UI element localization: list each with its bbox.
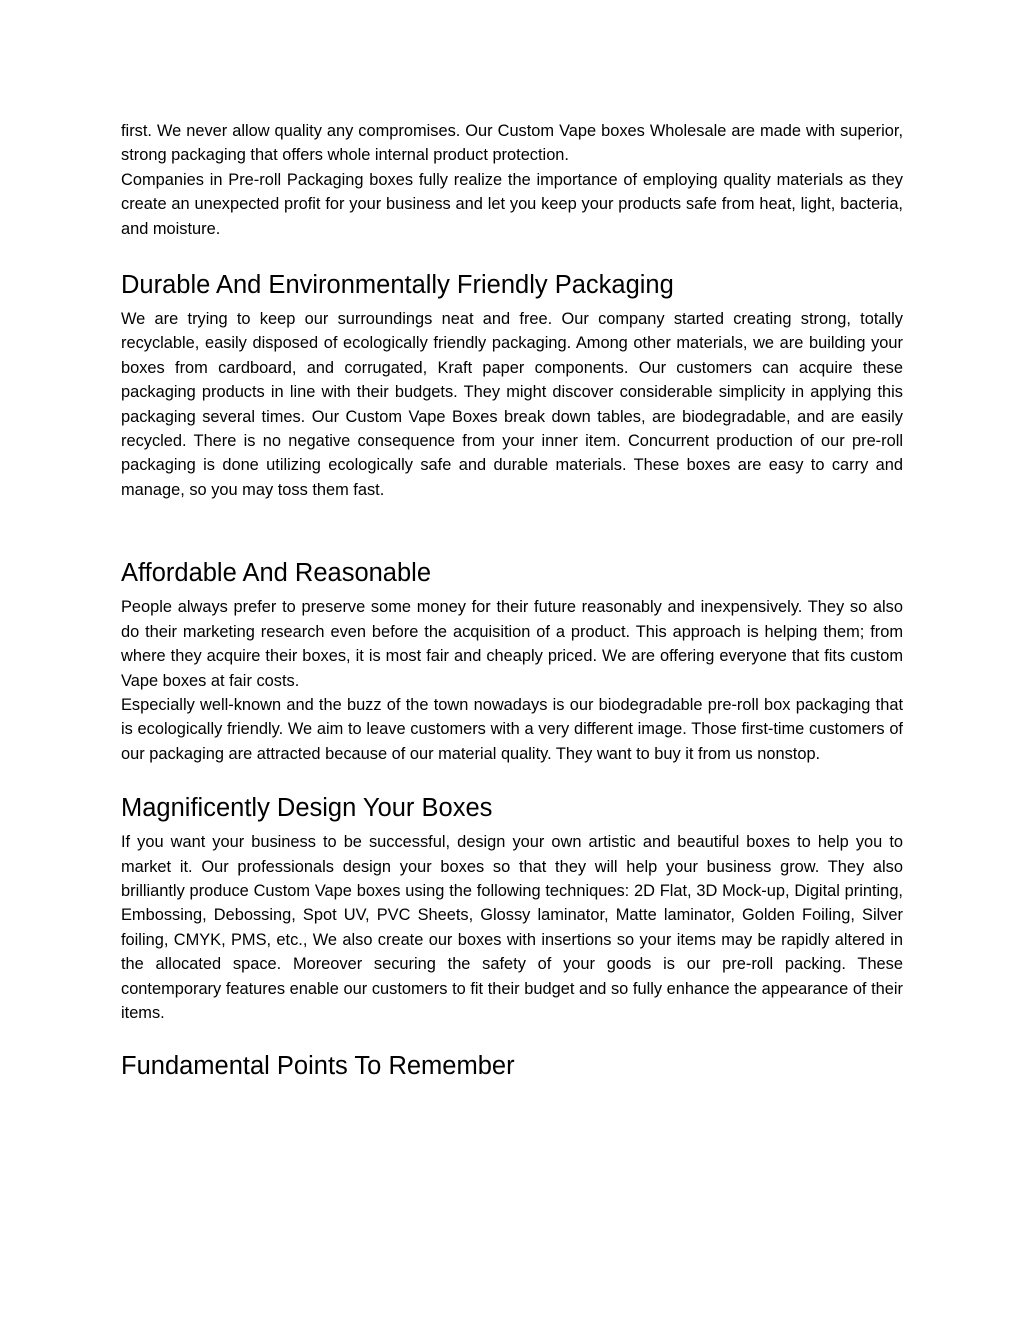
section-paragraph: We are trying to keep our surroundings neat and free. Our company started creating strong, totally recyclable, easily disposed of ecologically friendly packaging. Among other materials, we are building your boxes from cardboard, and corrugated, Kraft paper components. Our customers can acquire these packaging products in line with their budgets. They might discover considerable simplicity in applying this packaging several times. Our Custom Vape Boxes break down tables, are biodegradable, and are easily recycled. There is no negative consequence from your inner item. Concurrent production of our pre-roll packaging is done utilizing ecologically safe and durable materials. These boxes are easy to carry and manage, so you may toss them fast. (121, 310, 903, 499)
section-paragraph: Especially well-known and the buzz of the town nowadays is our biodegradable pre-roll box packaging that is ecologically friendly. We aim to leave customers with a very different image. Those first-time customers of our packaging are attracted because of our material quality. They want to buy it from us nonstop. (121, 695, 903, 763)
section-heading-affordable: Affordable And Reasonable (121, 559, 432, 588)
section-heading-durable: Durable And Environmentally Friendly Packaging (121, 271, 674, 300)
intro-paragraph: Companies in Pre-roll Packaging boxes fully realize the importance of employing quality materials as they create an unexpected profit for your business and let you keep your products safe from heat, light, bacteria, and moisture. (121, 170, 903, 238)
section-heading-fundamental: Fundamental Points To Remember (121, 1052, 515, 1081)
section-paragraph: People always prefer to preserve some money for their future reasonably and inexpensively. They so also do their marketing research even before the acquisition of a product. This approach is helping them; from where they acquire their boxes, it is most fair and cheaply priced. We are offering everyone that fits custom Vape boxes at fair costs. (121, 598, 903, 690)
intro-paragraph: first. We never allow quality any compromises. Our Custom Vape boxes Wholesale are made with superior, strong packaging that offers whole internal product protection. (121, 122, 903, 165)
section-paragraph: If you want your business to be successful, design your own artistic and beautiful boxes to help you to market it. Our professionals design your boxes so that they will help your business grow. They also brilliantly produce Custom Vape boxes using the following techniques: 2D Flat, 3D Mock-up, Digital printing, Embossing, Debossing, Spot UV, PVC Sheets, Glossy laminator, Matte laminator, Golden Foiling, Silver foiling, CMYK, PMS, etc., We also create our boxes with insertions so your items may be rapidly altered in the allocated space. Moreover securing the safety of your goods is our pre-roll packing. These contemporary features enable our customers to fit their budget and so fully enhance the appearance of their items. (121, 833, 903, 1022)
document-page (121, 119, 903, 1082)
section-heading-design: Magnificently Design Your Boxes (121, 794, 493, 823)
